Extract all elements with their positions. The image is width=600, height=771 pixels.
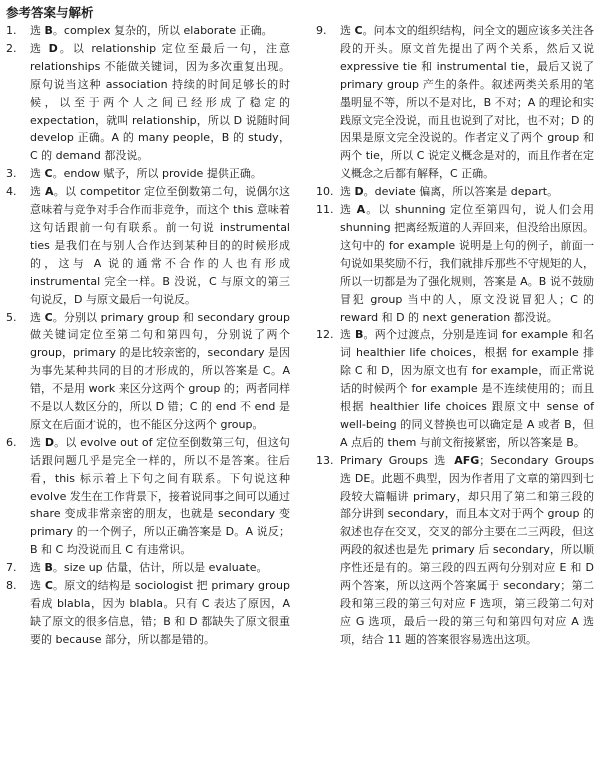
answer-letter: C bbox=[354, 24, 363, 37]
item-text bbox=[30, 434, 290, 559]
answer-item bbox=[316, 452, 594, 649]
item-number: 12. bbox=[316, 328, 334, 342]
explanation-text: 。deviate 偏离，所以答案是 depart。 bbox=[363, 185, 559, 199]
explanation-text: ；Secondary Groups 选 DE。此题不典型，因为作者用了文章的第四到七段较大篇幅讲 primary，却只用了第二和第三段的部分讲到 secondary，而且本文对于两个 group 的叙述也存在交叉，交叉的部分主要在二三两段，但这两段的叙述也是先 primary 后 secondary，所以顺序性还是有的。第三段的四五两句分别对应 E 和 D 两个答案，所以这两个答案属于 secondary；第二段和第三段的第三句对应 F 选项，第三段第二句对应 G 选项，最后一段的第三句和第四句对应 A 选项，结合 11 题的答案很容易选出这项。 bbox=[340, 453, 594, 646]
item-text bbox=[30, 40, 290, 165]
item-text bbox=[30, 559, 290, 577]
item-number: 9. bbox=[316, 24, 327, 37]
answer-letter: C bbox=[44, 579, 53, 593]
answer-letter: D bbox=[354, 185, 364, 199]
item-number: 7. bbox=[6, 561, 17, 575]
answer-prefix: 选 bbox=[30, 310, 45, 324]
answer-letter: B bbox=[44, 24, 53, 37]
answer-prefix: 选 bbox=[340, 185, 355, 199]
answer-item bbox=[6, 183, 290, 308]
item-number: 10. bbox=[316, 185, 334, 199]
explanation-text: 。原文的结构是 sociologist 把 primary group 看成 blabla，因为 blabla。只有 C 表达了原因，A 缺了原文的很多信息，错；B 和 D 都缺失了原文很重要的 because 部分，所以都是错的。 bbox=[30, 579, 291, 646]
answer-prefix: Primary Groups 选 bbox=[340, 453, 455, 467]
answer-prefix: 选 bbox=[30, 561, 45, 575]
answer-prefix: 选 bbox=[30, 435, 45, 449]
item-number: 4. bbox=[6, 185, 17, 199]
explanation-text: 。分别以 primary group 和 secondary group 做关键词定位至第二句和第四句，分别说了两个 group，primary 的是比较亲密的，secondary 是因为事先某种共同的目的才形成的，所以答案是 C。A 错，不是用 work 来区分这两个 group 的；两者同样不是以人数区分的，所以 D 错；C 的 end 不 end 是原文在后面才说的，也不能区分这两个 group。 bbox=[30, 310, 290, 431]
explanation-text: 。问本文的组织结构，问全文的题应该多关注各段的开头。原文首先提出了两个关系，然后又说 expressive tie 和 instrumental tie，最后又说了 primary group 产生的条件。叙述两类关系用的笔墨明显不等，所以不是对比，B 不对；A 的理论和实践原文完全没说，而且也说到了对比，也不对；D 的因果是原文完全没说的。作者定义了两个 group 和两个 tie，所以 C 说定义概念是对的，而且作者在定义概念之后都有解释，C 正确。 bbox=[340, 24, 595, 181]
item-text bbox=[30, 22, 290, 40]
item-text bbox=[340, 183, 594, 201]
item-text bbox=[340, 452, 594, 649]
item-text bbox=[340, 326, 594, 451]
answer-item bbox=[316, 201, 594, 326]
item-text bbox=[340, 201, 594, 326]
explanation-text: 。以 shunning 定位至第四句，说人们会用 shunning 把离经叛道的人弄回来，但没给出原因。这句中的 for example 说明是上句的例子，前面一句说如果奖励不行，我们就排斥那些不守规矩的人，所以一切都是为了强化规则，答案是 A。B 说不鼓励冒犯 group 当中的人，原文没说冒犯人；C 的 reward 和 D 的 next generation 都没说。 bbox=[340, 203, 595, 324]
answer-letter: D bbox=[48, 41, 58, 55]
item-number: 6. bbox=[6, 435, 17, 449]
answer-letter: D bbox=[44, 435, 54, 449]
item-text bbox=[30, 577, 290, 649]
answer-item bbox=[6, 434, 290, 559]
explanation-text: 。以 competitor 定位至倒数第二句，说偶尔这意味着与竞争对手合作而非竞争，而这个 this 意味着这句话跟前一句有联系。前一句说 instrumental ties 是我们在与别人合作达到某种目的的时候形成的，这与 A 说的通常不合作的人也有形成 instrumental 完全一样。B 没说，C 与原文的第三句说反，D 与原文最后一句说反。 bbox=[30, 185, 291, 306]
answer-item bbox=[316, 326, 594, 451]
item-number: 3. bbox=[6, 167, 17, 181]
explanation-text: 。两个过渡点，分别是连词 for example 和名词 healthier life choices，根据 for example 排除 C 和 D，因为原文也有 for example，而正常说话的时候两个 for example 是不连续使用的；而且根据 healthier life choices 跟原文中 sense of well-being 的同义替换也可以确定是 A 或者 B，但 A 点后的 them 与前文衔接紧密，所以答案是 B。 bbox=[340, 328, 594, 449]
answer-letter: C bbox=[44, 167, 53, 181]
answer-prefix: 选 bbox=[30, 167, 45, 181]
right-column bbox=[316, 22, 594, 649]
item-number: 8. bbox=[6, 579, 17, 593]
page-title: 参考答案与解析 bbox=[6, 5, 94, 20]
answer-prefix: 选 bbox=[340, 24, 355, 37]
answer-letter: C bbox=[44, 310, 53, 324]
answer-item bbox=[6, 577, 290, 649]
answer-item bbox=[6, 22, 290, 40]
answer-item bbox=[316, 22, 594, 183]
item-number: 5. bbox=[6, 310, 17, 324]
item-number: 1. bbox=[6, 24, 17, 37]
answer-prefix: 选 bbox=[30, 24, 45, 37]
answer-prefix: 选 bbox=[30, 41, 49, 55]
item-number: 13. bbox=[316, 453, 334, 467]
item-number: 11. bbox=[316, 203, 334, 217]
answer-letter: B bbox=[44, 561, 53, 575]
explanation-text: 。size up 估量，估计，所以是 evaluate。 bbox=[52, 561, 268, 575]
item-text bbox=[30, 309, 290, 434]
answer-item bbox=[6, 40, 290, 165]
answer-letter: A bbox=[45, 185, 54, 199]
answer-columns bbox=[6, 22, 594, 649]
answer-letter: AFG bbox=[454, 453, 480, 467]
item-text bbox=[340, 22, 594, 183]
explanation-text: 。complex 复杂的，所以 elaborate 正确。 bbox=[52, 24, 273, 37]
answer-prefix: 选 bbox=[340, 203, 357, 217]
left-column bbox=[6, 22, 290, 649]
item-text bbox=[30, 183, 290, 308]
answer-item bbox=[316, 183, 594, 201]
answer-prefix: 选 bbox=[30, 185, 46, 199]
answer-item bbox=[6, 559, 290, 577]
item-text bbox=[30, 165, 290, 183]
explanation-text: 。以 relationship 定位至最后一句，注意 relationships 不能做关键词，因为多次重复出现。原句说当这种 association 持续的时间足够长的时候，以至于两个人之间已经形成了稳定的 expectation，就叫 relationship，所以 D 说随时间 develop 正确。A 的 many people，B 的 study，C 的 demand 都没说。 bbox=[30, 41, 290, 163]
answer-prefix: 选 bbox=[340, 328, 355, 342]
answer-item bbox=[6, 165, 290, 183]
item-number: 2. bbox=[6, 41, 17, 55]
answer-letter: B bbox=[354, 328, 364, 342]
explanation-text: 。以 evolve out of 定位至倒数第三句，但这句话跟问题几乎是完全一样的，所以不是答案。往后看，this 标示着上下句之间有联系。下句说这种 evolve 发生在工作背景下，接着说同事之间可以通过 share 变成非常亲密的朋友，也就是 secondary 变 primary 的一个例子，所以正确答案是 D。A 说反；B 和 C 均没说而且 C 有违常识。 bbox=[30, 435, 290, 557]
answer-prefix: 选 bbox=[30, 579, 45, 593]
answer-letter: A bbox=[356, 203, 366, 217]
answer-item bbox=[6, 309, 290, 434]
explanation-text: 。endow 赋予，所以 provide 提供正确。 bbox=[52, 167, 262, 181]
